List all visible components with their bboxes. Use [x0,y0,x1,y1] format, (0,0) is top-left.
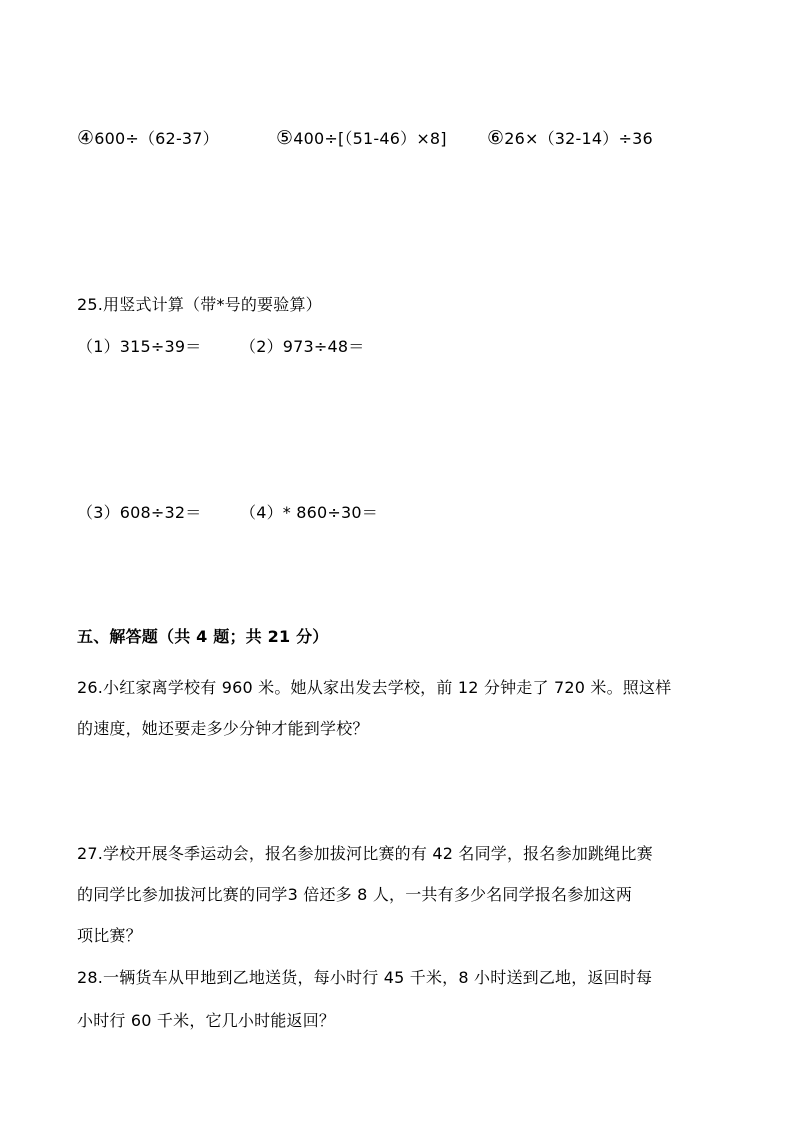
calc-item-4 [77,127,219,150]
question-28-line-2: 小时行 60 千米，它几小时能返回？ [77,1011,336,1030]
section-heading: 五、解答题（共 4 题；共 21 分） [77,627,329,646]
circled-number-5: ⑤ [276,127,294,149]
calc-expression: 400÷[（51-46）×8] [293,129,447,148]
question-25-item-1: （1）315÷39＝ [77,337,202,356]
question-27-line-3: 项比赛？ [77,926,142,945]
circled-number-4: ④ [77,127,95,149]
circled-number-6: ⑥ [487,127,505,149]
question-25-item-4: （4）* 860÷30＝ [240,503,378,522]
question-28-line-1: 28.一辆货车从甲地到乙地送货，每小时行 45 千米，8 小时送到乙地，返回时每 [77,968,653,987]
calc-expression: 600÷（62-37） [94,129,219,148]
question-26-line-1: 26.小红家离学校有 960 米。她从家出发去学校，前 12 分钟走了 720 米。照这样 [77,678,672,697]
calc-item-6 [487,127,653,150]
calc-expression: 26×（32-14）÷36 [504,129,653,148]
question-25-title: 25.用竖式计算（带*号的要验算） [77,295,322,314]
calc-item-5 [276,127,447,150]
question-27-line-2: 的同学比参加拔河比赛的同学3 倍还多 8 人，一共有多少名同学报名参加这两 [77,885,633,904]
question-25-item-2: （2）973÷48＝ [240,337,365,356]
question-25-item-3: （3）608÷32＝ [77,503,202,522]
question-26-line-2: 的速度，她还要走多少分钟才能到学校？ [77,719,369,738]
question-27-line-1: 27.学校开展冬季运动会，报名参加拔河比赛的有 42 名同学，报名参加跳绳比赛 [77,844,653,863]
